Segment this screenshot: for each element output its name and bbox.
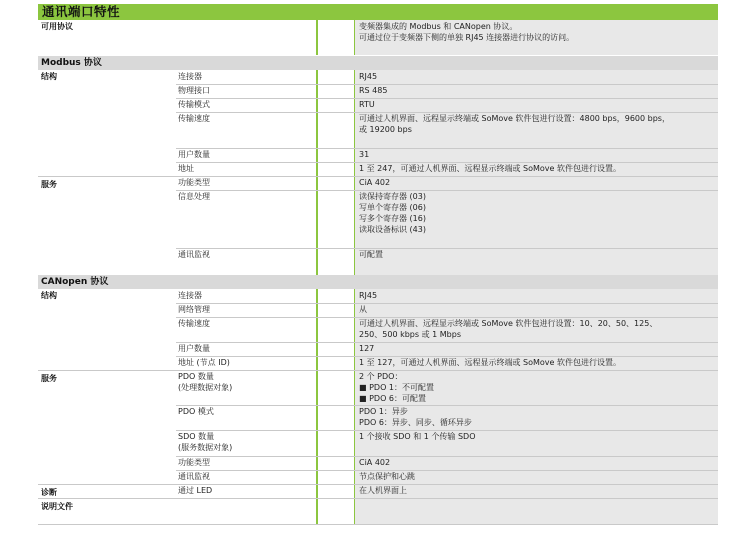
canopen-param-value: 250、500 kbps 或 1 Mbps <box>359 330 461 339</box>
canopen-param-name: (服务数据对象) <box>178 443 233 452</box>
modbus-param-value: CiA 402 <box>359 178 391 187</box>
canopen-param-name: PDO 模式 <box>178 407 214 416</box>
canopen-param-name: PDO 数量 <box>178 372 214 381</box>
modbus-param-name: 传输模式 <box>178 100 210 109</box>
modbus-param-name: 传输速度 <box>178 114 210 123</box>
page-title: 通讯端口特性 <box>42 4 121 19</box>
modbus-header <box>38 56 718 70</box>
intro-line: 变频器集成的 Modbus 和 CANopen 协议。 <box>359 22 518 31</box>
row-separator <box>176 484 718 485</box>
canopen-param-value: RJ45 <box>359 291 378 300</box>
available-protocols-label: 可用协议 <box>41 22 73 31</box>
row-separator <box>176 112 718 113</box>
modbus-param-value: 或 19200 bps <box>359 125 412 134</box>
modbus-param-value: 31 <box>359 150 370 159</box>
canopen-param-value: PDO 6：异步、同步、循环异步 <box>359 418 472 427</box>
diagnostics-label: 诊断 <box>41 488 57 497</box>
canopen-param-name: 地址 (节点 ID) <box>178 358 230 367</box>
row-separator <box>176 248 718 249</box>
modbus-param-value: 可通过人机界面、远程显示终端或 SoMove 软件包进行设置：4800 bps，9600 bps， <box>359 114 670 123</box>
modbus-param-value: RS 485 <box>359 86 388 95</box>
canopen-param-value: 从 <box>359 305 367 314</box>
modbus-param-name: 连接器 <box>178 72 202 81</box>
row-separator <box>176 430 718 431</box>
intro-line: 可通过位于变频器下侧的单独 RJ45 连接器进行协议的访问。 <box>359 33 575 42</box>
canopen-param-name: SDO 数量 <box>178 432 215 441</box>
modbus-param-name: 物理接口 <box>178 86 210 95</box>
modbus-param-name: 地址 <box>178 164 194 173</box>
row-separator <box>176 317 718 318</box>
canopen-param-value: 1 个接收 SDO 和 1 个传输 SDO <box>359 432 476 441</box>
canopen-header-label: CANopen 协议 <box>41 277 109 287</box>
title-bar <box>38 4 718 20</box>
row-separator <box>176 148 718 149</box>
canopen-service-label: 服务 <box>41 374 57 383</box>
modbus-service-label: 服务 <box>41 180 57 189</box>
row-separator <box>176 190 718 191</box>
row-separator <box>176 84 718 85</box>
canopen-param-value: PDO 1：异步 <box>359 407 408 416</box>
modbus-param-name: 通讯监视 <box>178 250 210 259</box>
modbus-header-label: Modbus 协议 <box>41 58 102 68</box>
canopen-structure-label: 结构 <box>41 291 57 300</box>
canopen-param-value: 2 个 PDO： <box>359 372 403 381</box>
canopen-param-name: 通过 LED <box>178 486 213 495</box>
canopen-param-value: ■ PDO 1：不可配置 <box>359 383 435 392</box>
row-separator <box>176 162 718 163</box>
row-separator <box>38 484 176 485</box>
canopen-param-value: CiA 402 <box>359 458 391 467</box>
canopen-param-value: ■ PDO 6：可配置 <box>359 394 427 403</box>
column-divider <box>316 20 318 55</box>
row-separator <box>176 405 718 406</box>
modbus-param-value: 写单个寄存器 (06) <box>359 203 426 212</box>
canopen-param-name: 传输速度 <box>178 319 210 328</box>
canopen-param-value: 可通过人机界面、远程显示终端或 SoMove 软件包进行设置：10、20、50、125、 <box>359 319 658 328</box>
row-separator <box>176 370 718 371</box>
modbus-param-name: 功能类型 <box>178 178 210 187</box>
canopen-param-name: 网络管理 <box>178 305 210 314</box>
modbus-param-value: RJ45 <box>359 72 378 81</box>
documentation-label: 说明文件 <box>41 502 73 511</box>
row-separator <box>38 370 176 371</box>
canopen-param-value: 127 <box>359 344 375 353</box>
modbus-param-value: 1 至 247，可通过人机界面、远程显示终端或 SoMove 软件包进行设置。 <box>359 164 621 173</box>
modbus-structure-label: 结构 <box>41 72 57 81</box>
modbus-param-value: 读保持寄存器 (03) <box>359 192 426 201</box>
row-separator <box>176 470 718 471</box>
canopen-param-value: 在人机界面上 <box>359 486 407 495</box>
canopen-param-name: 连接器 <box>178 291 202 300</box>
canopen-param-value: 节点保护和心跳 <box>359 472 415 481</box>
canopen-param-name: 通讯监视 <box>178 472 210 481</box>
column-divider <box>316 289 318 524</box>
row-separator <box>38 176 176 177</box>
canopen-header <box>38 275 718 289</box>
row-separator <box>38 498 176 499</box>
modbus-param-value: 可配置 <box>359 250 383 259</box>
canopen-param-name: (处理数据对象) <box>178 383 233 392</box>
modbus-param-value: 写多个寄存器 (16) <box>359 214 426 223</box>
row-separator <box>176 342 718 343</box>
row-separator <box>176 456 718 457</box>
row-separator <box>176 98 718 99</box>
column-divider <box>316 70 318 276</box>
row-separator <box>176 176 718 177</box>
modbus-param-value: 读取设备标识 (43) <box>359 225 426 234</box>
modbus-param-name: 用户数量 <box>178 150 210 159</box>
canopen-param-name: 用户数量 <box>178 344 210 353</box>
modbus-param-name: 信息处理 <box>178 192 210 201</box>
modbus-param-value: RTU <box>359 100 375 109</box>
row-separator <box>176 356 718 357</box>
canopen-param-value: 1 至 127，可通过人机界面、远程显示终端或 SoMove 软件包进行设置。 <box>359 358 621 367</box>
row-separator <box>176 303 718 304</box>
bottom-rule <box>38 524 718 525</box>
canopen-param-name: 功能类型 <box>178 458 210 467</box>
row-separator <box>176 498 718 499</box>
